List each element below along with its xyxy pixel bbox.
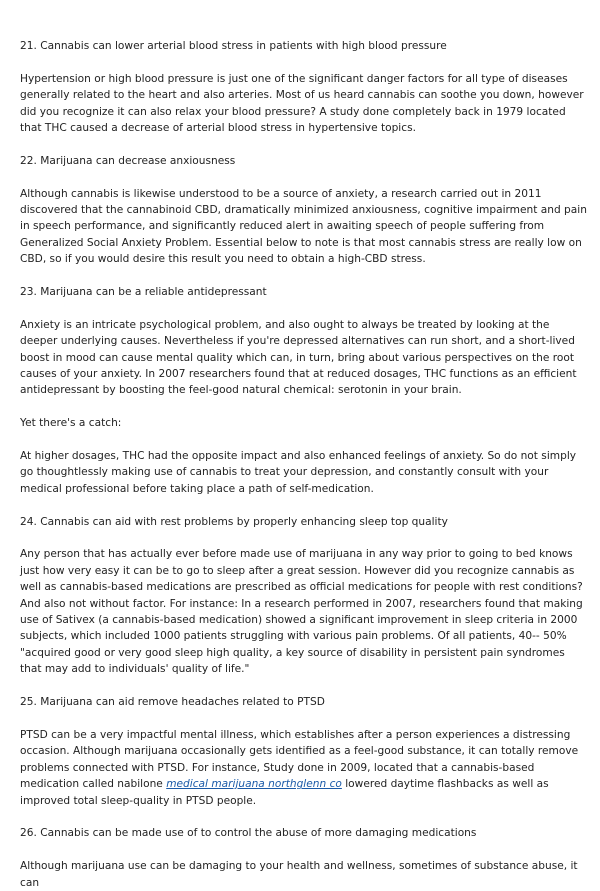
section-26-heading: 26. Cannabis can be made use of to control the abuse of more damaging medications <box>20 827 477 840</box>
section-25-text-after: lowered daytime flashbacks as well as improved total sleep-quality in PTSD people. <box>20 778 549 807</box>
section-23-paragraph-2: Yet there's a catch: <box>20 417 122 430</box>
section-26-paragraph: Although marijuana use can be damaging to your health and wellness, sometimes of substance abuse, it can <box>20 860 578 889</box>
section-25-heading: 25. Marijuana can aid remove headaches related to PTSD <box>20 696 325 709</box>
section-21-heading: 21. Cannabis can lower arterial blood stress in patients with high blood pressure <box>20 40 447 52</box>
section-23-paragraph-3: At higher dosages, THC had the opposite impact and also enhanced feelings of anxiety. So do not simply go thoughtlessly making use of cannabis to treat your depression, and constantly consult with your medical professional before taking place a path of self-medication. <box>20 450 577 495</box>
section-22-paragraph: Although cannabis is likewise understood to be a source of anxiety, a research carried out in 2011 discovered that the cannabinoid CBD, dramatically minimized anxiousness, cognitive impairment and pain in speech performance, and significantly reduced alert in awaiting speech of people suffering from Generalized Social Anxiety Problem. Essential below to note is that most cannabis stress are really low on CBD, so if you would desire this result you need to obtain a high-CBD stress. <box>20 187 587 266</box>
medical-marijuana-link[interactable]: medical marijuana northglenn co <box>166 778 342 791</box>
section-24-paragraph: Any person that has actually ever before made use of marijuana in any way prior to going to bed knows just how very easy it can be to go to sleep after a great session. However did you recognize cannabis as well as cannabis-based medications are prescribed as official medications for people with rest conditions? And also not without factor. For instance: In a research performed in 2007, researchers found that making use of Sativex (a cannabis-based medication) showed a significant improvement in sleep criteria in 2000 subjects, which included 1000 patients struggling with various pain problems. Of all patients, 40-- 50% "acquired good or very good sleep high quality, a key source of disability in persistent pain syndromes that may add to individuals' quality of life." <box>20 548 583 676</box>
section-23-paragraph-1: Anxiety is an intricate psychological problem, and also ought to always be treated by looking at the deeper underlying causes. Nevertheless if you're depressed alternatives can run short, and a short-lived boost in mood can cause mental quality which can, in turn, bring about various perspectives on the root causes of your anxiety. In 2007 researchers found that at reduced dosages, THC functions as an efficient antidepressant by boosting the feel-good natural chemical: serotonin in your brain. <box>20 318 577 397</box>
section-25-paragraph <box>20 727 588 809</box>
section-22-heading: 22. Marijuana can decrease anxiousness <box>20 154 236 167</box>
section-25-text-before: PTSD can be a very impactful mental illness, which establishes after a person experiences a distressing occasion. Although marijuana occasionally gets identified as a feel-good substance, it can totally remove problems connected with PTSD. For instance, Study done in 2009, located that a cannabis-based medication called nabilone <box>20 728 579 791</box>
section-24-heading: 24. Cannabis can aid with rest problems by properly enhancing sleep top quality <box>20 515 448 528</box>
section-21-paragraph: Hypertension or high blood pressure is just one of the significant danger factors for all type of diseases generally related to the heart and also arteries. Most of us heard cannabis can soothe you down, however did you recognize it can also relax your blood pressure? A study done completely back in 1979 located that THC caused a decrease of arterial blood stress in hypertensive topics. <box>20 72 584 135</box>
section-23-heading: 23. Marijuana can be a reliable antidepressant <box>20 286 267 299</box>
